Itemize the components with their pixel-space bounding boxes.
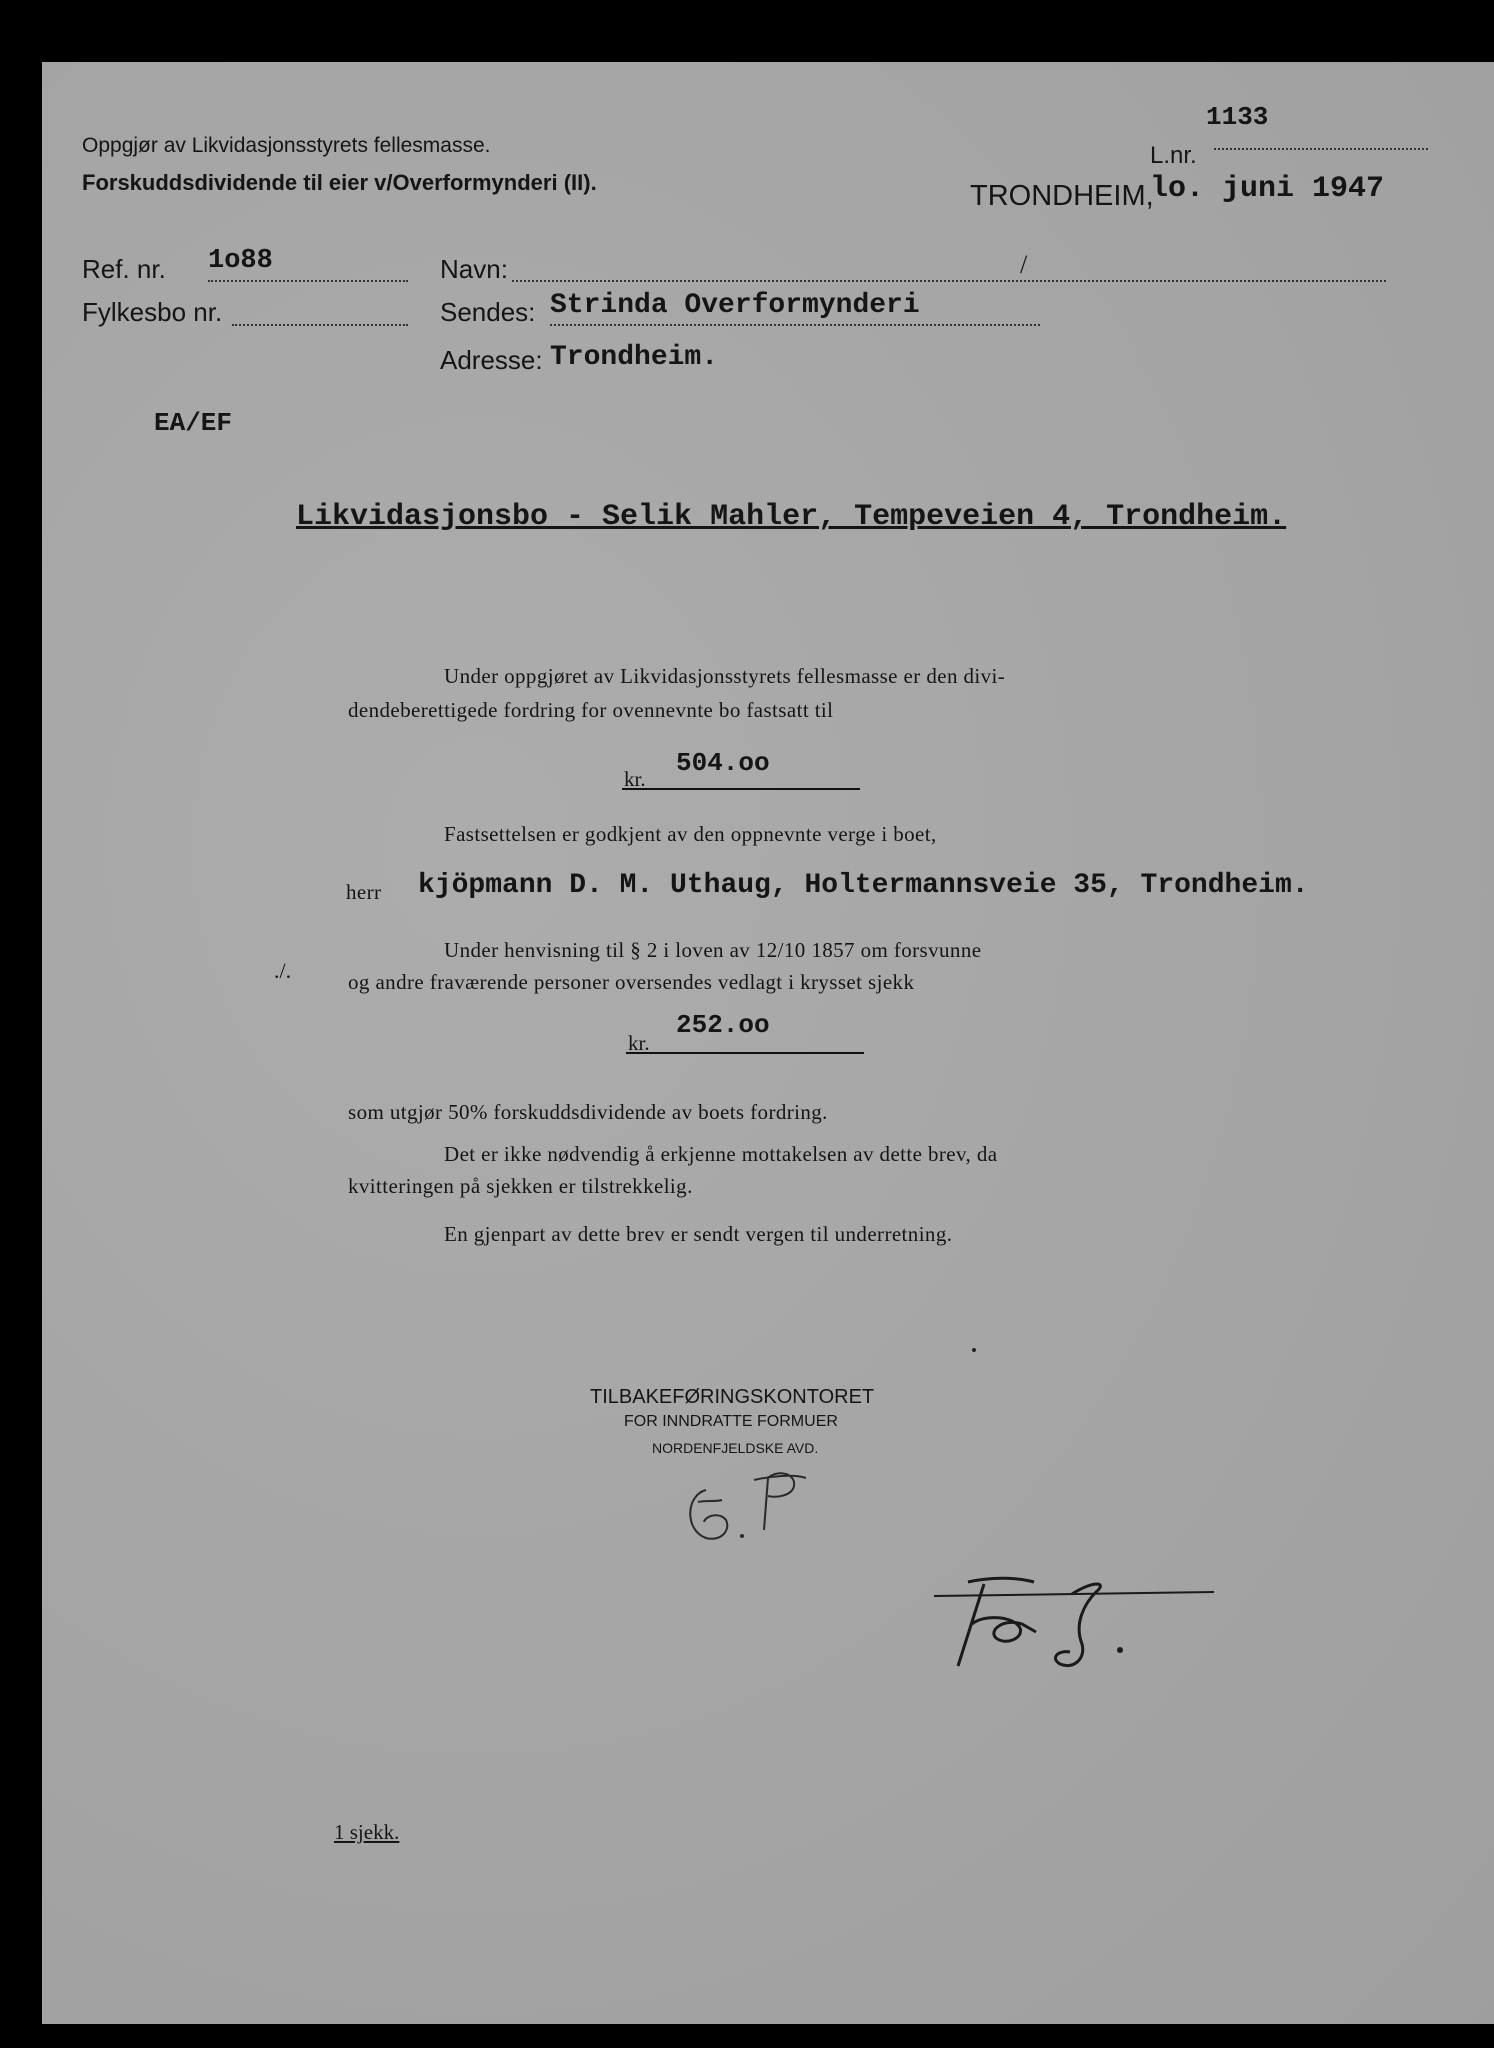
adresse-label: Adresse: (440, 345, 543, 375)
org-name-line-1: TILBAKEFØRINGSKONTORET (590, 1386, 875, 1408)
handwritten-signature (924, 1554, 1224, 1674)
sendes-value: Strinda Overformynderi (550, 290, 920, 321)
paragraph-1-line-1: Under oppgjøret av Likvidasjonsstyrets fellesmasse er den divi- (444, 664, 1006, 688)
ref-nr-value: 1o88 (208, 246, 273, 276)
paragraph-6: En gjenpart av dette brev er sendt vergen til underretning. (444, 1222, 953, 1246)
fylkesbo-dotted-line (232, 324, 408, 326)
amount-1-underline (622, 788, 860, 790)
org-name-line-3: NORDENFJELDSKE AVD. (652, 1440, 819, 1456)
herr-label: herr (346, 880, 382, 904)
paragraph-1-line-2: dendeberettigede fordring for ovennevnte bo fastsatt til (348, 698, 834, 722)
fylkesbo-label: Fylkesbo nr. (82, 297, 223, 327)
navn-dotted-line (512, 280, 1386, 282)
header-line-1: Oppgjør av Likvidasjonsstyrets fellesmasse. (82, 134, 491, 157)
initials: EA/EF (154, 408, 233, 438)
amount-2-underline (626, 1052, 864, 1054)
letter-date: lo. juni 1947 (1150, 172, 1385, 206)
adresse-value: Trondheim. (550, 342, 719, 373)
navn-slash: / (1020, 250, 1028, 279)
ref-nr-label: Ref. nr. (82, 254, 166, 284)
ref-dotted-line (208, 280, 408, 282)
ink-dot (972, 1348, 976, 1352)
amount-2-value: 252.oo (676, 1010, 770, 1040)
paragraph-4: som utgjør 50% forskuddsdividende av boets fordring. (348, 1100, 828, 1124)
amount-2-currency: kr. (628, 1031, 650, 1055)
place-label: TRONDHEIM, (970, 180, 1154, 212)
org-name-line-2: FOR INNDRATTE FORMUER (624, 1413, 838, 1430)
paragraph-2: Fastsettelsen er godkjent av den oppnevnte verge i boet, (444, 822, 937, 846)
lnr-label: L.nr. (1150, 142, 1197, 169)
enclosure-note: 1 sjekk. (334, 1820, 400, 1844)
handwritten-initials-signature (676, 1460, 826, 1550)
margin-mark: ./. (274, 958, 292, 983)
lnr-dotted-line (1214, 148, 1428, 150)
paragraph-3-line-2: og andre fraværende personer oversendes vedlagt i krysset sjekk (348, 970, 915, 994)
subject-line: Likvidasjonsbo - Selik Mahler, Tempeveien 4, Trondheim. (296, 500, 1287, 534)
header-line-2: Forskuddsdividende til eier v/Overformynderi (II). (82, 170, 597, 195)
lnr-value: 1133 (1206, 102, 1269, 132)
paragraph-5-line-1: Det er ikke nødvendig å erkjenne mottakelsen av dette brev, da (444, 1142, 998, 1166)
sendes-label: Sendes: (440, 297, 536, 327)
guardian-name: kjöpmann D. M. Uthaug, Holtermannsveie 35, Trondheim. (418, 870, 1309, 901)
amount-1-currency: kr. (624, 767, 646, 791)
paragraph-5-line-2: kvitteringen på sjekken er tilstrekkelig. (348, 1174, 693, 1198)
navn-label: Navn: (440, 254, 508, 284)
paragraph-3-line-1: Under henvisning til § 2 i loven av 12/10 1857 om forsvunne (444, 938, 982, 962)
amount-1-value: 504.oo (676, 748, 770, 778)
document-page (42, 62, 1494, 2024)
sendes-dotted-line (550, 324, 1040, 326)
